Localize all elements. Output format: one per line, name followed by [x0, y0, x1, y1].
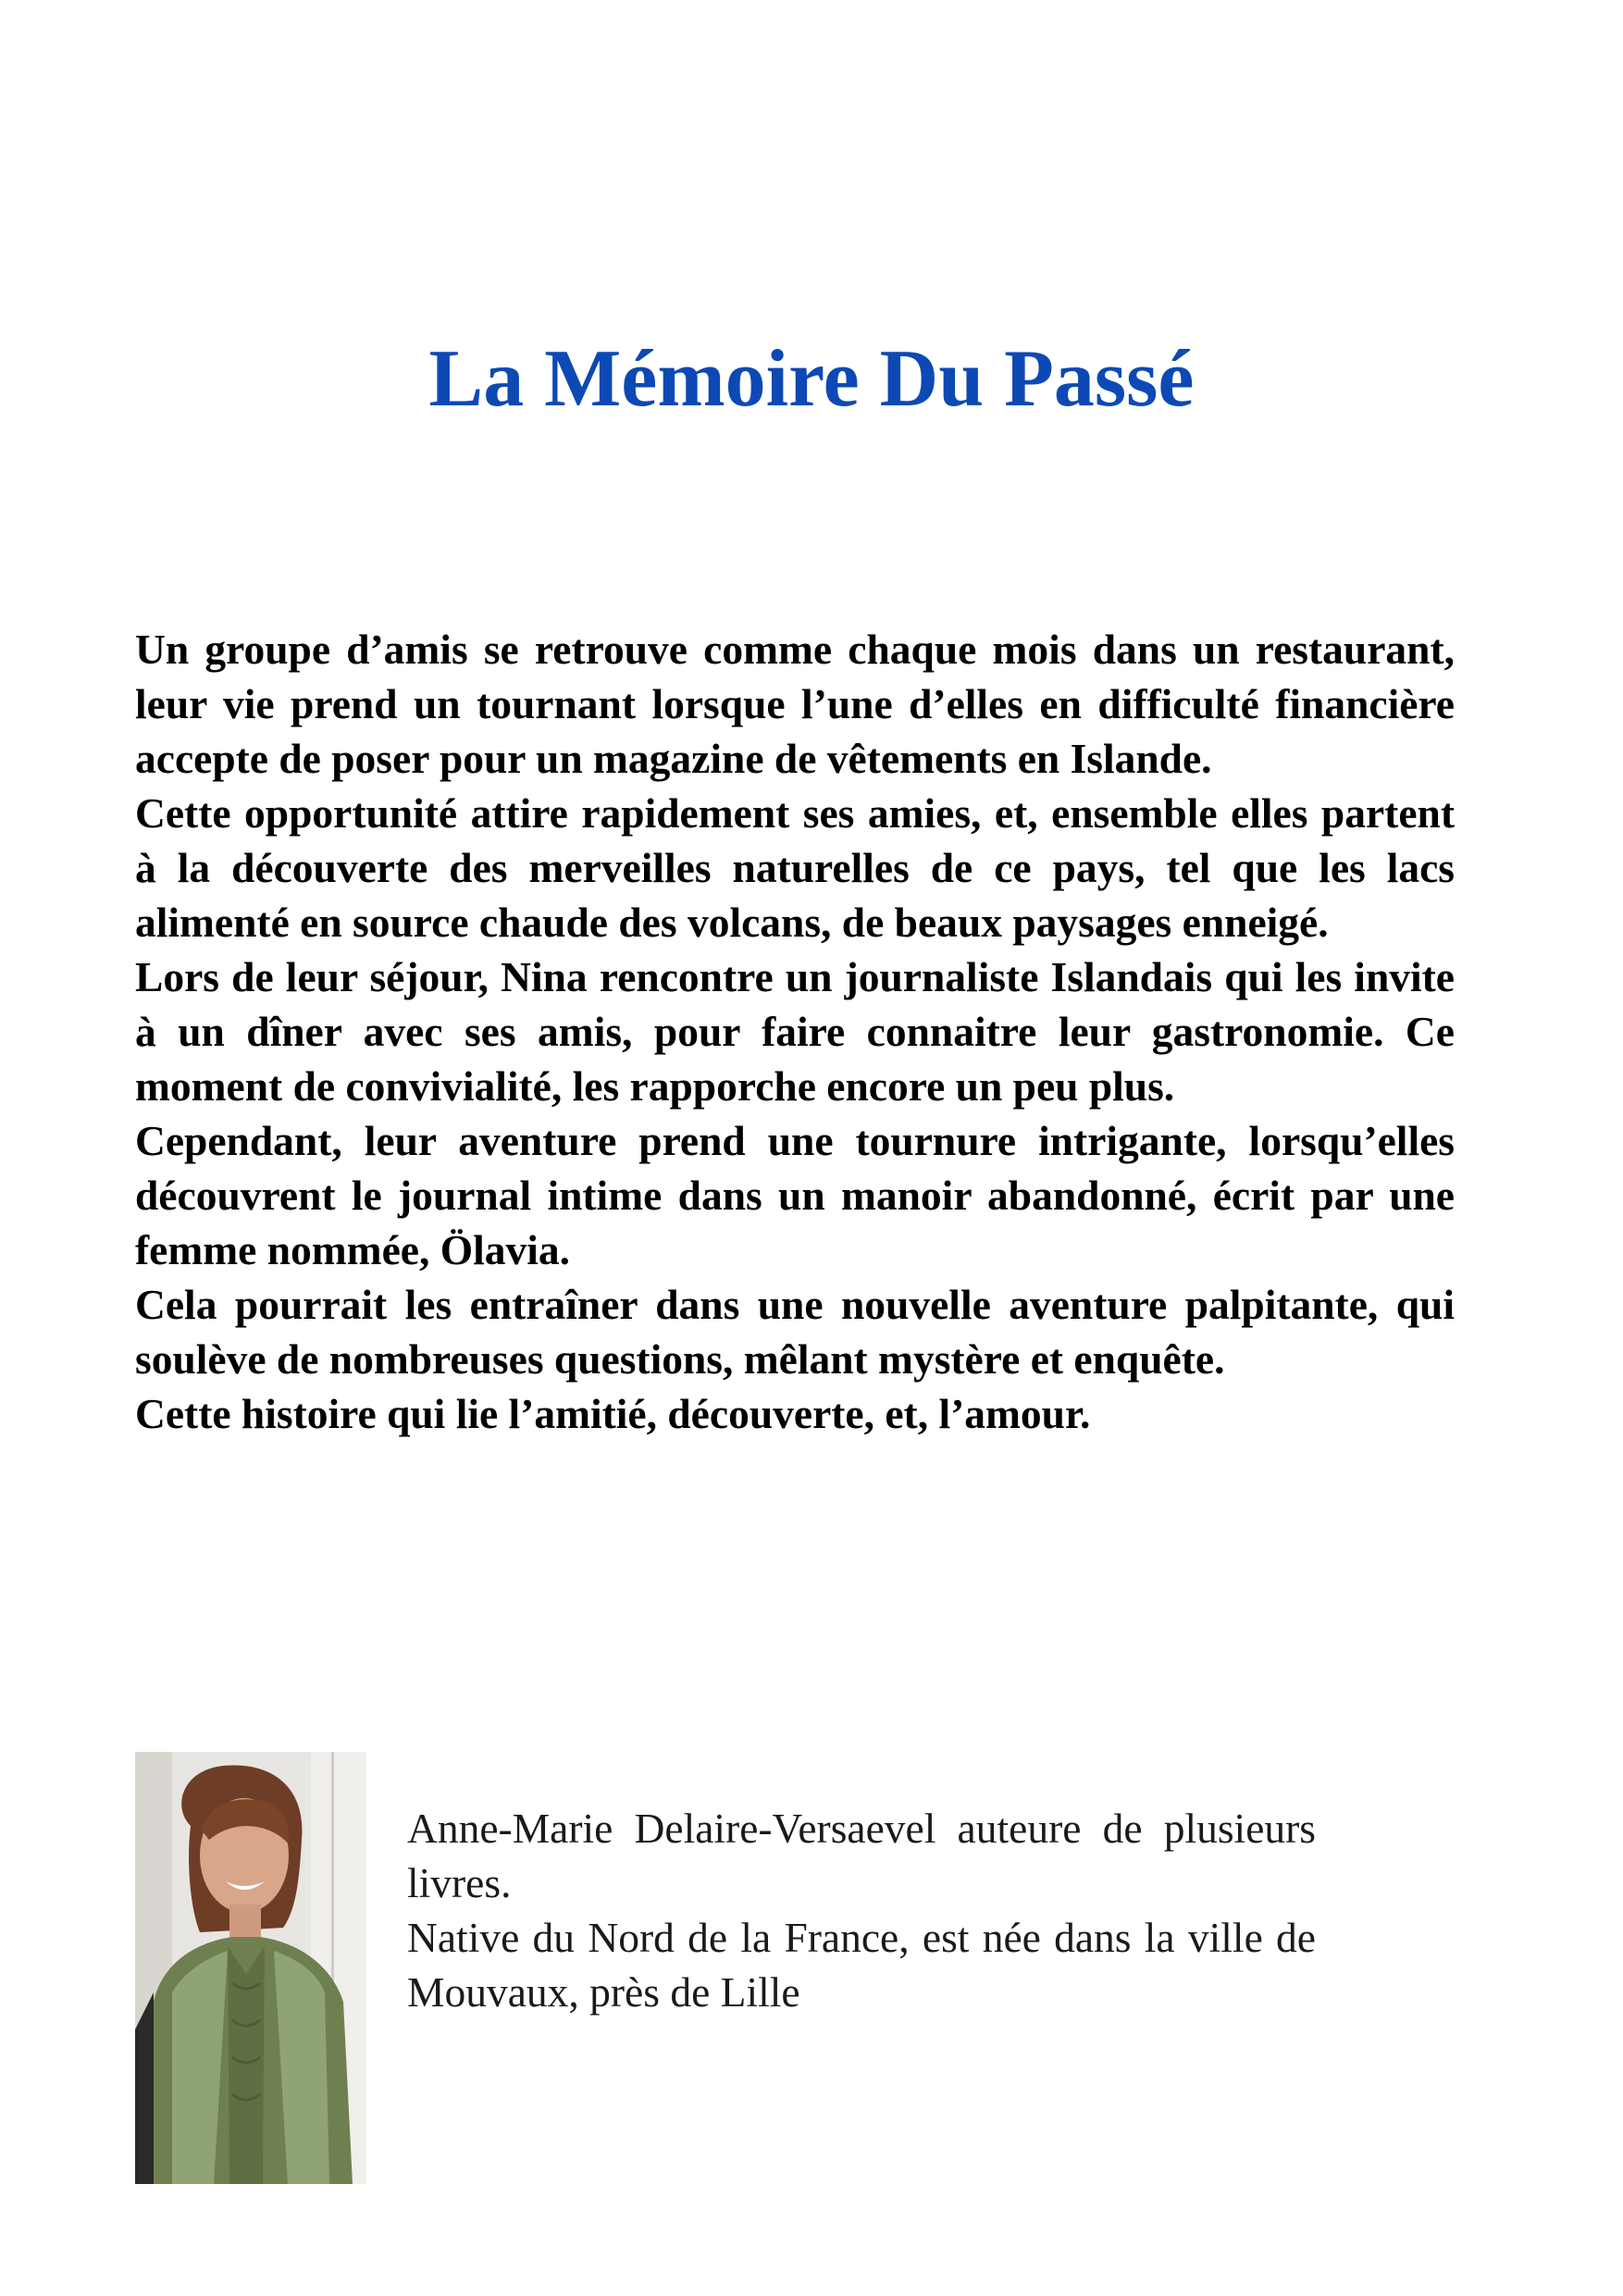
book-title: La Mémoire Du Passé [428, 334, 1195, 424]
synopsis-paragraph: Cependant, leur aventure prend une tournure intrigante, lorsqu’elles découvrent le journal intime dans un manoir abandonné, écrit par une femme nommée, Ölavia. [135, 1117, 1455, 1273]
synopsis-paragraph: Un groupe d’amis se retrouve comme chaque mois dans un restaurant, leur vie prend un tournant lorsque l’une d’elles en difficulté financière accepte de poser pour un magazine de vêtements en Islande. [135, 626, 1455, 782]
synopsis-paragraph: Cette histoire qui lie l’amitié, découverte, et, l’amour. [135, 1390, 1091, 1437]
author-bio [407, 1801, 1316, 2019]
author-photo [135, 1752, 366, 2184]
synopsis-paragraph: Lors de leur séjour, Nina rencontre un journaliste Islandais qui les invite à un dîner avec ses amis, pour faire connaitre leur gastronomie. Ce moment de convivialité, les rapporche encore un peu plus. [135, 953, 1455, 1110]
synopsis-paragraph: Cela pourrait les entraîner dans une nouvelle aventure palpitante, qui soulève de nombreuses questions, mêlant mystère et enquête. [135, 1281, 1455, 1383]
synopsis [135, 622, 1455, 1441]
author-bio-line: Anne-Marie Delaire-Versaevel auteure de plusieurs livres. [407, 1805, 1316, 1906]
author-bio-line: Native du Nord de la France, est née dans la ville de Mouvaux, près de Lille [407, 1914, 1316, 2016]
synopsis-paragraph: Cette opportunité attire rapidement ses amies, et, ensemble elles partent à la découverte des merveilles naturelles de ce pays, tel que les lacs alimenté en source chaude des volcans, de beaux paysages enneigé. [135, 789, 1455, 946]
